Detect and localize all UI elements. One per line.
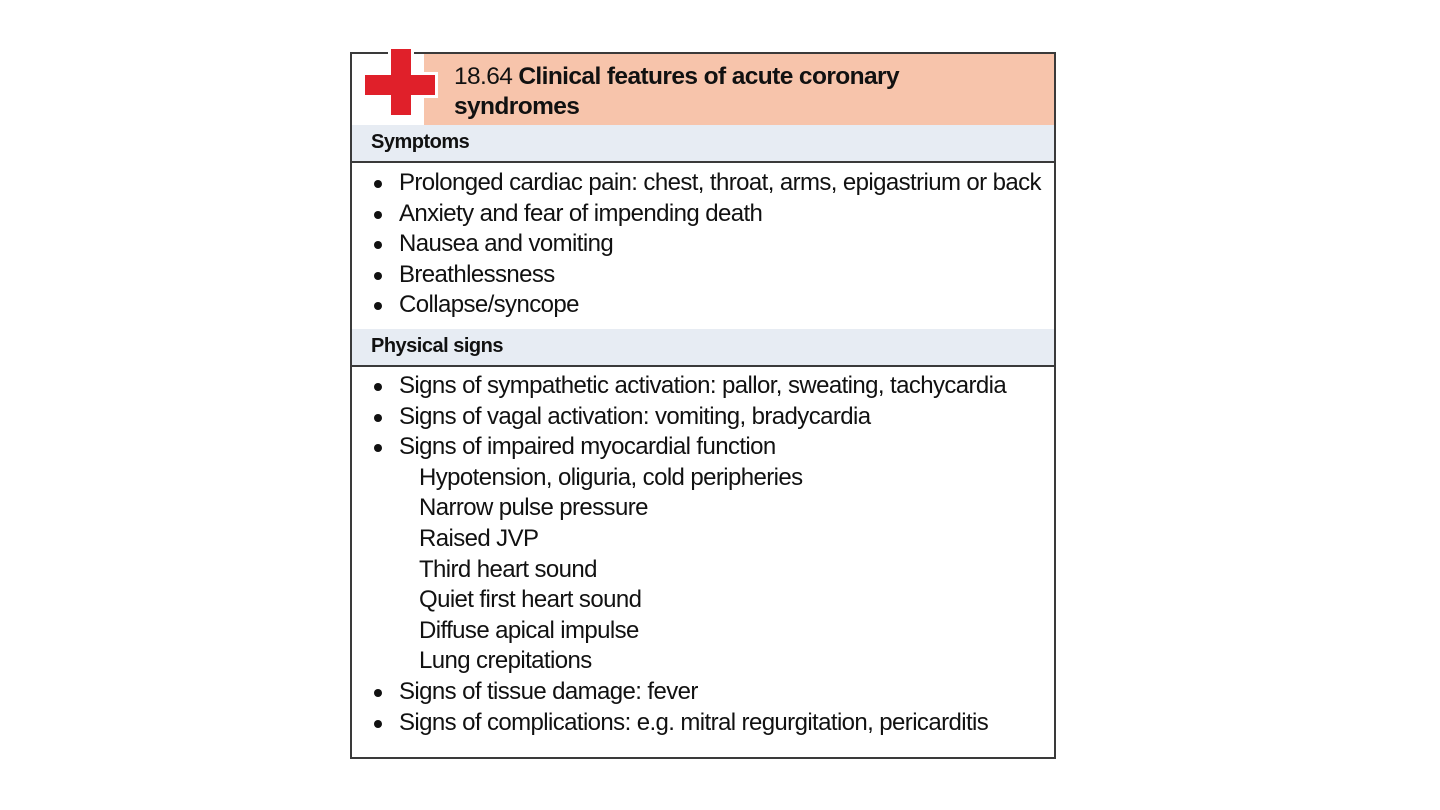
- list-item: Signs of sympathetic activation: pallor, sweating, tachycardia: [371, 371, 1006, 402]
- list-item: Signs of vagal activation: vomiting, bradycardia: [371, 402, 1006, 433]
- sub-list-item: Raised JVP: [419, 524, 539, 552]
- sub-list-item: Narrow pulse pressure: [419, 494, 648, 522]
- symptoms-list: [371, 168, 1041, 321]
- list-item: Signs of tissue damage: fever: [371, 677, 1006, 708]
- physical-signs-heading: Physical signs: [371, 335, 503, 357]
- list-item: Prolonged cardiac pain: chest, throat, arms, epigastrium or back: [371, 168, 1041, 199]
- list-item: Signs of impaired myocardial function: [371, 432, 1006, 463]
- box-title: [454, 62, 1014, 122]
- list-item: Collapse/syncope: [371, 290, 1041, 321]
- physical-signs-list: [371, 371, 1006, 738]
- list-item: Signs of complications: e.g. mitral regurgitation, pericarditis: [371, 708, 1006, 739]
- list-item: Nausea and vomiting: [371, 229, 1041, 260]
- sub-list-item: Lung crepitations: [419, 647, 592, 675]
- symptoms-heading: Symptoms: [371, 131, 470, 153]
- list-item: Breathlessness: [371, 260, 1041, 291]
- box-title-text: Clinical features of acute coronary syndromes: [454, 63, 899, 120]
- section-heading-symptoms: [352, 125, 1054, 163]
- box-header: [352, 54, 1054, 125]
- sub-list-item: Third heart sound: [419, 555, 597, 583]
- sub-list-item: Hypotension, oliguria, cold peripheries: [419, 463, 803, 491]
- sub-list-item: Diffuse apical impulse: [419, 616, 639, 644]
- red-cross-icon: [362, 46, 442, 118]
- list-item: Anxiety and fear of impending death: [371, 199, 1041, 230]
- sub-list-item: Quiet first heart sound: [419, 586, 642, 614]
- box-number: 18.64: [454, 63, 513, 90]
- section-heading-physical-signs: [352, 329, 1054, 367]
- clinical-features-box: [350, 52, 1056, 759]
